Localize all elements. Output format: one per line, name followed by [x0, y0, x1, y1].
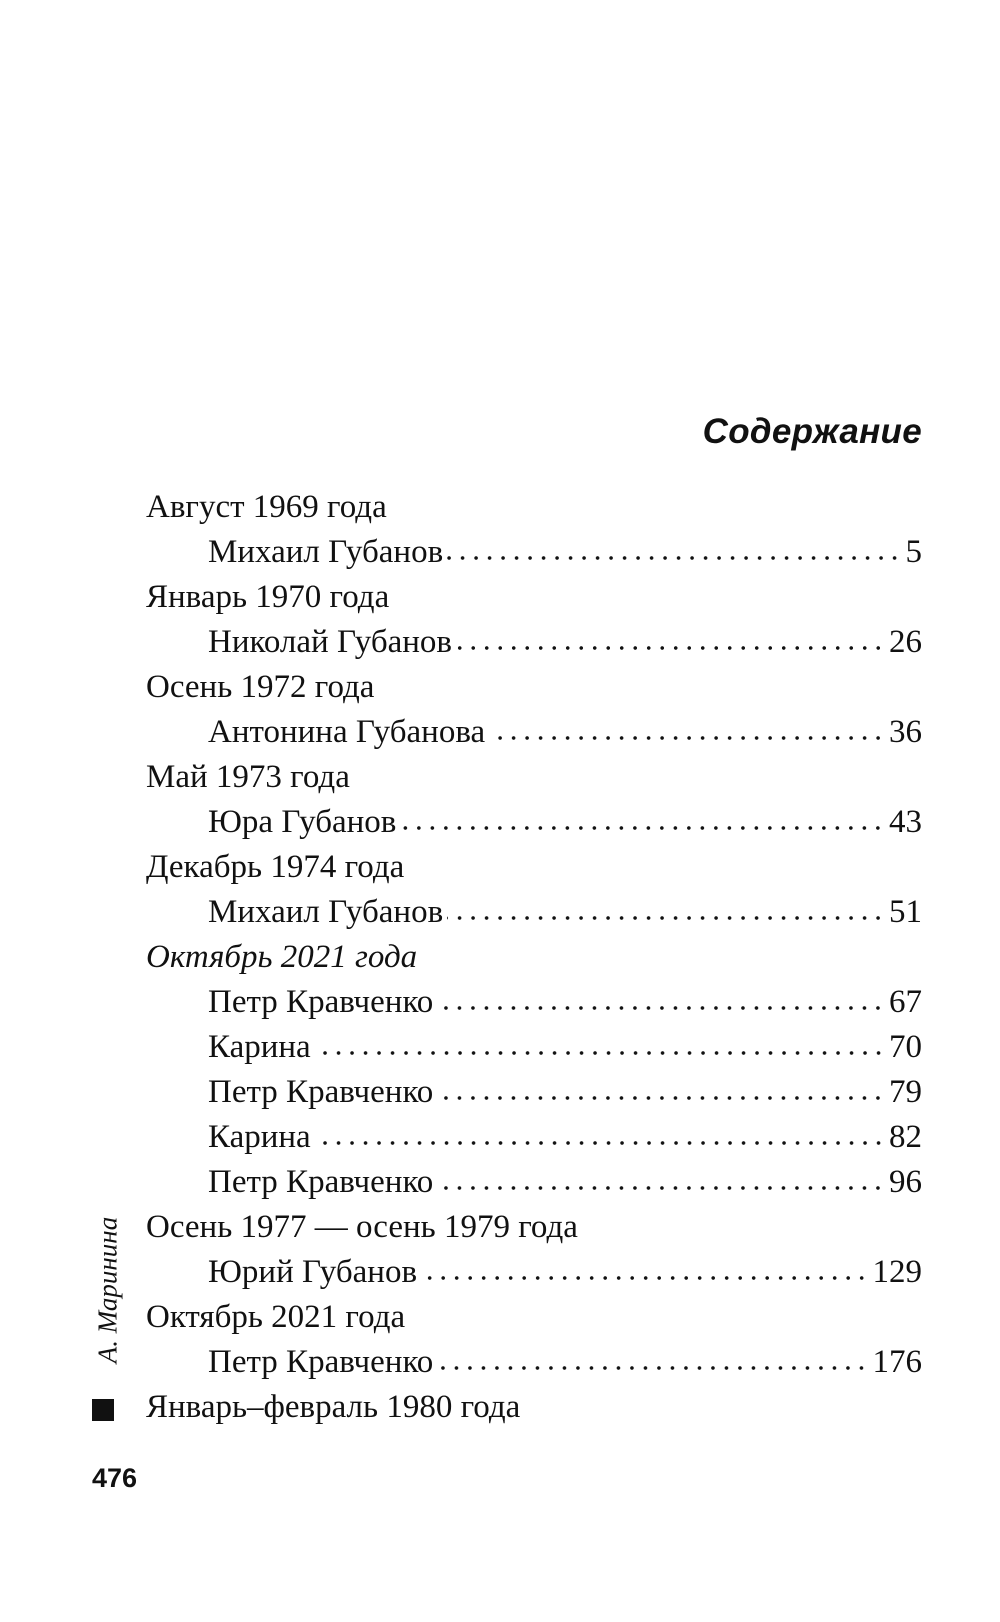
leader-dots [315, 1140, 885, 1146]
running-header-author: А. Маринина [92, 1216, 123, 1364]
section-marker-icon [92, 1399, 114, 1421]
toc-entry-page: 51 [889, 894, 922, 930]
toc-section-heading [146, 1205, 922, 1250]
toc-entry [146, 710, 922, 755]
toc-entry-label: Август 1969 года [146, 489, 387, 525]
toc-section-heading [146, 755, 922, 800]
toc-entry [146, 1115, 922, 1160]
toc-entry-page: 36 [889, 714, 922, 750]
toc-entry-page: 96 [889, 1164, 922, 1200]
toc-entry-label: Михаил Губанов [208, 534, 444, 570]
toc-entry-page: 43 [889, 804, 922, 840]
toc-entry [146, 980, 922, 1025]
table-of-contents [146, 485, 922, 1430]
toc-entry-label: Январь 1970 года [146, 579, 390, 615]
toc-entry [146, 1160, 922, 1205]
toc-entry-label: Октябрь 2021 года [146, 939, 418, 975]
toc-entry-label: Михаил Губанов [208, 894, 444, 930]
leader-dots [400, 825, 885, 831]
toc-section-heading [146, 485, 922, 530]
toc-entry-page: 70 [889, 1029, 922, 1065]
toc-entry-page: 176 [872, 1344, 922, 1380]
leader-dots [437, 1005, 885, 1011]
toc-entry-label: Петр Кравченко [208, 1164, 434, 1200]
toc-entry-label: Юра Губанов [208, 804, 397, 840]
toc-entry-page: 67 [889, 984, 922, 1020]
toc-entry [146, 800, 922, 845]
toc-entry-label: Петр Кравченко [208, 1344, 434, 1380]
toc-entry [146, 1340, 922, 1385]
leader-dots [437, 1365, 868, 1371]
toc-entry-label: Юрий Губанов [208, 1254, 418, 1290]
toc-section-heading [146, 935, 922, 980]
toc-entry [146, 1025, 922, 1070]
leader-dots [421, 1275, 868, 1281]
toc-entry-label: Январь–февраль 1980 года [146, 1389, 521, 1425]
leader-dots [447, 555, 901, 561]
toc-entry-label: Карина [208, 1029, 311, 1065]
toc-section-heading [146, 845, 922, 890]
toc-entry [146, 890, 922, 935]
toc-entry-label: Май 1973 года [146, 759, 350, 795]
toc-entry-page: 26 [889, 624, 922, 660]
toc-entry-page: 129 [872, 1254, 922, 1290]
toc-entry-label: Петр Кравченко [208, 984, 434, 1020]
toc-entry [146, 1070, 922, 1115]
page-title: Содержание [702, 412, 922, 451]
toc-entry [146, 1250, 922, 1295]
leader-dots [437, 1095, 885, 1101]
leader-dots [437, 1185, 885, 1191]
toc-section-heading [146, 665, 922, 710]
toc-section-heading [146, 1385, 922, 1430]
toc-entry-label: Октябрь 2021 года [146, 1299, 406, 1335]
toc-section-heading [146, 575, 922, 620]
leader-dots [489, 735, 885, 741]
toc-entry-page: 79 [889, 1074, 922, 1110]
toc-entry-label: Осень 1977 — осень 1979 года [146, 1209, 578, 1245]
toc-entry-label: Антонина Губанова [208, 714, 486, 750]
toc-entry [146, 620, 922, 665]
leader-dots [315, 1050, 885, 1056]
toc-entry-page: 82 [889, 1119, 922, 1155]
leader-dots [447, 915, 885, 921]
leader-dots [456, 645, 885, 651]
toc-section-heading [146, 1295, 922, 1340]
toc-entry-label: Карина [208, 1119, 311, 1155]
toc-entry-page: 5 [905, 534, 922, 570]
toc-entry [146, 530, 922, 575]
toc-entry-label: Николай Губанов [208, 624, 453, 660]
toc-entry-label: Петр Кравченко [208, 1074, 434, 1110]
toc-entry-label: Декабрь 1974 года [146, 849, 405, 885]
toc-entry-label: Осень 1972 года [146, 669, 375, 705]
page-number: 476 [92, 1463, 138, 1493]
